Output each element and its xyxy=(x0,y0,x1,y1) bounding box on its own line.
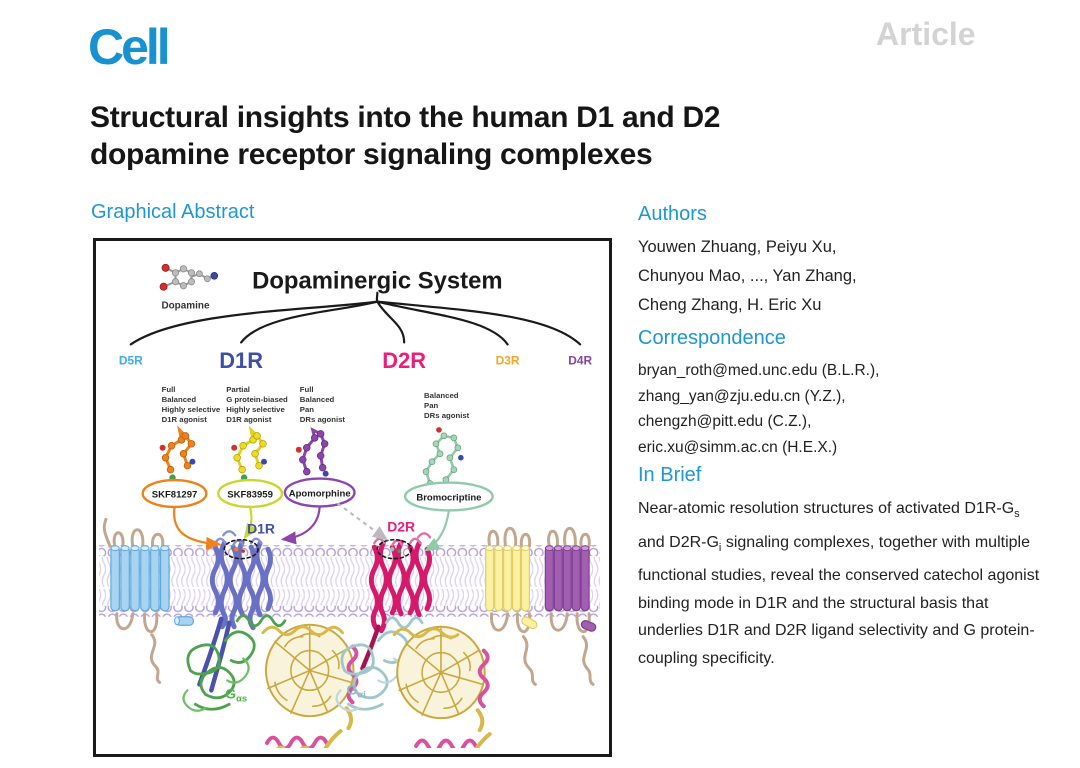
ligand1-prop3: Highly selective xyxy=(161,404,221,414)
skf81297-arrow xyxy=(174,507,219,544)
gas-label: $G_{\alpha s}$ xyxy=(225,685,248,705)
gi-subscript: i xyxy=(718,541,722,554)
ligand4-prop2: Pan xyxy=(424,401,439,411)
ligand1-prop1: Full xyxy=(161,385,176,395)
apomorphine-arrow xyxy=(283,506,320,539)
d2r-complex-label: D2R xyxy=(387,518,416,535)
in-brief-paragraph xyxy=(638,495,1043,672)
in-brief-text: and D2R-G xyxy=(638,533,719,551)
authors-line: Chunyou Mao, ..., Yan Zhang, xyxy=(638,267,857,285)
authors-line: Youwen Zhuang, Peiyu Xu, xyxy=(638,238,837,256)
correspondence-email[interactable]: eric.xu@simm.ac.cn (H.E.X.) xyxy=(638,438,838,456)
receptor-label-d5r: D5R xyxy=(118,353,143,368)
ligand1-prop4: D1R agonist xyxy=(161,414,207,424)
ligand3-prop3: Pan xyxy=(299,404,315,414)
correspondence-list xyxy=(638,358,879,460)
correspondence-email[interactable]: chengzh@pitt.edu (C.Z.), xyxy=(638,413,812,430)
ligand4-prop1: Balanced xyxy=(424,391,459,401)
correspondence-heading: Correspondence xyxy=(638,327,786,349)
paper-title xyxy=(90,99,750,173)
ligand3-prop4: DRs agonist xyxy=(299,414,346,424)
nitrogen-atom xyxy=(211,272,218,279)
receptor-label-d1r: D1R xyxy=(219,348,264,374)
graphical-abstract-box xyxy=(93,238,612,757)
oxygen-atom xyxy=(160,283,167,290)
ligand1-prop2: Balanced xyxy=(161,395,197,405)
correspondence-email[interactable]: bryan_roth@med.unc.edu (B.L.R.), xyxy=(638,362,880,379)
d4r-receptor-cartoon xyxy=(545,528,597,684)
dopamine-molecule xyxy=(160,264,218,290)
abstract-title: Dopaminergic System xyxy=(252,267,503,295)
in-brief-heading: In Brief xyxy=(638,464,702,486)
receptor-label-d4r: D4R xyxy=(568,353,593,368)
skf83959-label: SKF83959 xyxy=(227,489,273,501)
apomorphine-molecule xyxy=(296,430,329,477)
ligand2-prop2: G protein-biased xyxy=(226,395,288,405)
apomorphine-d2r-dashed-arrow xyxy=(338,503,387,539)
ligand3-prop2: Balanced xyxy=(299,395,335,405)
article-type-label: Article xyxy=(876,16,976,52)
graphical-abstract-figure xyxy=(96,241,603,748)
receptor-label-d3r: D3R xyxy=(495,353,520,368)
bromocriptine-arrow xyxy=(426,510,449,550)
authors-line: Cheng Zhang, H. Eric Xu xyxy=(638,296,822,314)
in-brief-text: signaling complexes, together with multiple functional studies, reveal the conserved catechol agonist binding mode in D1R and the structural basis that underlies D1R and D2R ligand selectivity and G protein-coupling specificity. xyxy=(638,533,1040,667)
ligand2-prop4: D1R agonist xyxy=(226,414,272,424)
ligand3-prop1: Full xyxy=(299,385,314,395)
d1r-complex-label: D1R xyxy=(247,520,275,537)
ligand-name-badges xyxy=(143,479,493,511)
authors-heading: Authors xyxy=(638,203,707,225)
oxygen-atom xyxy=(162,264,169,271)
paper-title-line2: dopamine receptor signaling complexes xyxy=(90,138,653,171)
receptor-label-d2r: D2R xyxy=(382,348,427,374)
agonist-properties xyxy=(162,385,470,424)
cell-journal-logo[interactable]: Cell xyxy=(88,19,168,75)
skf81297-label: SKF81297 xyxy=(151,489,198,501)
correspondence-email[interactable]: zhang_yan@zju.edu.cn (Y.Z.), xyxy=(638,387,846,405)
gs-subscript: s xyxy=(1014,508,1020,521)
authors-list xyxy=(638,233,857,320)
ligand2-prop1: Partial xyxy=(226,385,250,395)
in-brief-text: Near-atomic resolution structures of activated D1R-G xyxy=(638,500,1015,517)
gai-label: $G_{\alpha i}$ xyxy=(346,681,366,701)
ligand4-prop3: DRs agonist xyxy=(424,410,470,420)
dopamine-label: Dopamine xyxy=(161,300,210,312)
bromocriptine-label: Bromocriptine xyxy=(416,492,482,504)
skf83959-molecule xyxy=(231,430,267,481)
paper-title-line1: Structural insights into the human D1 and D2 xyxy=(90,101,721,134)
apomorphine-label: Apomorphine xyxy=(288,488,351,500)
graphical-abstract-heading: Graphical Abstract xyxy=(91,201,255,223)
skf81297-molecule xyxy=(160,430,196,481)
ligand2-prop3: Highly selective xyxy=(226,404,285,414)
